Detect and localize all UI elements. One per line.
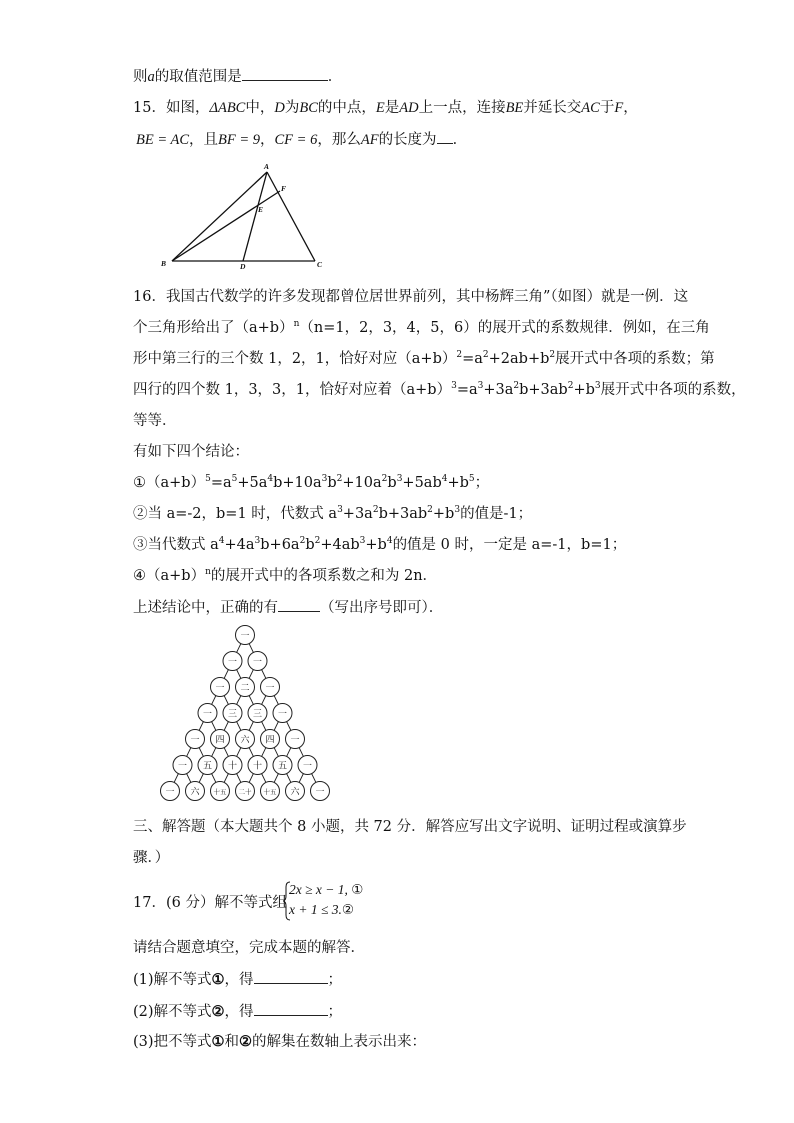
triangle-node-label: 一	[177, 761, 188, 772]
triangle-node-label: 十	[252, 761, 263, 772]
triangle-node-label: 十	[227, 761, 238, 772]
q16-para-line4: 四行的四个数 1，3，3，1，恰好对应着$(a+b)^3=a^3+3a^2b+3ab^2+b^3$展开式中各项的系数，	[133, 381, 746, 398]
q17-instruction: 请结合题意填空，完成本题的解答．	[133, 940, 365, 956]
q17-step2: (2)解不等式②，得 ；	[133, 1003, 343, 1020]
q16-para-line5: 等等．	[133, 413, 177, 429]
triangle-node-label: 一	[252, 657, 263, 668]
q16-conclusion-3: ③当代数式 $a^4+4a^3b+6a^2b^2+4ab^3+b^4$的值是 0 时，一定是 a=-1，b=1；	[133, 536, 627, 553]
triangle-node-label: 一	[240, 631, 250, 642]
triangle-node-label: 五	[202, 761, 213, 772]
triangle-node-label: 五	[277, 761, 288, 772]
inequality-system	[283, 881, 363, 921]
q16-conclusion-4: $④(a+b)^n$的展开式中的各项系数之和为 2n．	[133, 567, 438, 584]
triangle-node-label: 六	[290, 787, 300, 798]
triangle-node-label: 二十	[238, 788, 252, 796]
answer-blank[interactable]	[254, 1001, 328, 1016]
q16-para-line2: 个三角形给出了$(a+b)^n(n=1$，2，3，4，5，6）的展开式的系数规律．例如，在三角	[133, 319, 710, 336]
triangle-node-label: 一	[190, 735, 200, 746]
q15-line1: 15．如图，ΔABC中，D为BC的中点，E是AD上一点，连接BE并延长交AC于F，	[133, 100, 638, 116]
section3-heading-cont: 骤．）	[133, 850, 170, 866]
triangle-node-label: 四	[265, 735, 275, 746]
label-c: C	[317, 260, 323, 269]
inequality-2: x + 1 ≤ 3.②	[289, 902, 354, 917]
label-f: F	[281, 184, 287, 193]
label-d: D	[240, 262, 246, 270]
q16-question: 上述结论中，正确的有 （写出序号即可）．	[133, 597, 443, 618]
segment-ac	[267, 172, 315, 261]
yanghui-triangle-figure	[160, 622, 330, 807]
triangle-node-label: 三	[252, 709, 263, 720]
triangle-node-label: 四	[215, 735, 225, 746]
q14-tail: 则a的取值范围是 ．	[133, 66, 342, 87]
triangle-node-label: 二	[240, 683, 250, 694]
label-a: A	[264, 162, 270, 171]
triangle-node-label: 十五	[263, 788, 277, 796]
q16-para-line3: 形中第三行的三个数 1，2，1，恰好对应$(a+b)^2=a^2+2ab+b^2$展开式中各项的系数；第	[133, 350, 715, 367]
triangle-node-label: 三	[227, 709, 238, 720]
q16-intro: 有如下四个结论：	[133, 444, 249, 460]
triangle-node-label: 六	[190, 787, 200, 798]
q17-step3: (3)把不等式①和②的解集在数轴上表示出来：	[133, 1033, 427, 1050]
triangle-node-label: 十五	[213, 788, 227, 796]
triangle-node-label: 一	[315, 787, 325, 798]
answer-blank[interactable]	[437, 129, 453, 144]
q17-step1: (1)解不等式①，得 ；	[133, 971, 343, 988]
q16-para-line1: 16．我国古代数学的许多发现都曾位居世界前列，其中杨辉三角”（如图）就是一例．这	[133, 289, 689, 305]
triangle-node-label: 一	[227, 657, 238, 668]
triangle-node-label: 一	[265, 683, 275, 694]
q17-head: 17．(6 分）解不等式组	[133, 895, 287, 911]
q16-conclusion-2: ②当 a=-2，b=1 时，代数式 $a^3+3a^2b+3ab^2+b^3$的值是-1；	[133, 505, 533, 522]
q16-conclusion-1: $①(a+b)^5=a^5+5a^4b+10a^3b^2+10a^2b^3+5ab^4+b^5$；	[133, 474, 490, 491]
triangle-node-label: 六	[240, 735, 250, 746]
segment-ad	[243, 172, 267, 261]
label-b: B	[161, 259, 167, 268]
q15-line2: BE = AC，且BF = 9，CF = 6，那么AF的长度为 ．	[136, 129, 467, 150]
triangle-node-label: 一	[165, 787, 175, 798]
inequality-1: 2x ≥ x − 1, ①	[289, 882, 364, 897]
answer-blank[interactable]	[254, 969, 328, 984]
label-e: E	[258, 205, 264, 214]
triangle-node-label: 一	[277, 709, 288, 720]
answer-blank[interactable]	[242, 66, 328, 81]
triangle-figure	[160, 160, 330, 270]
triangle-node-label: 一	[302, 761, 313, 772]
answer-blank[interactable]	[278, 597, 320, 612]
segment-ab	[172, 172, 267, 261]
segment-bf	[172, 191, 280, 261]
triangle-node-label: 一	[290, 735, 300, 746]
triangle-node-label: 一	[215, 683, 225, 694]
section3-heading: 三、解答题（本大题共个 8 小题，共 72 分．解答应写出文字说明、证明过程或演算步	[133, 819, 687, 835]
triangle-node-label: 一	[202, 709, 213, 720]
